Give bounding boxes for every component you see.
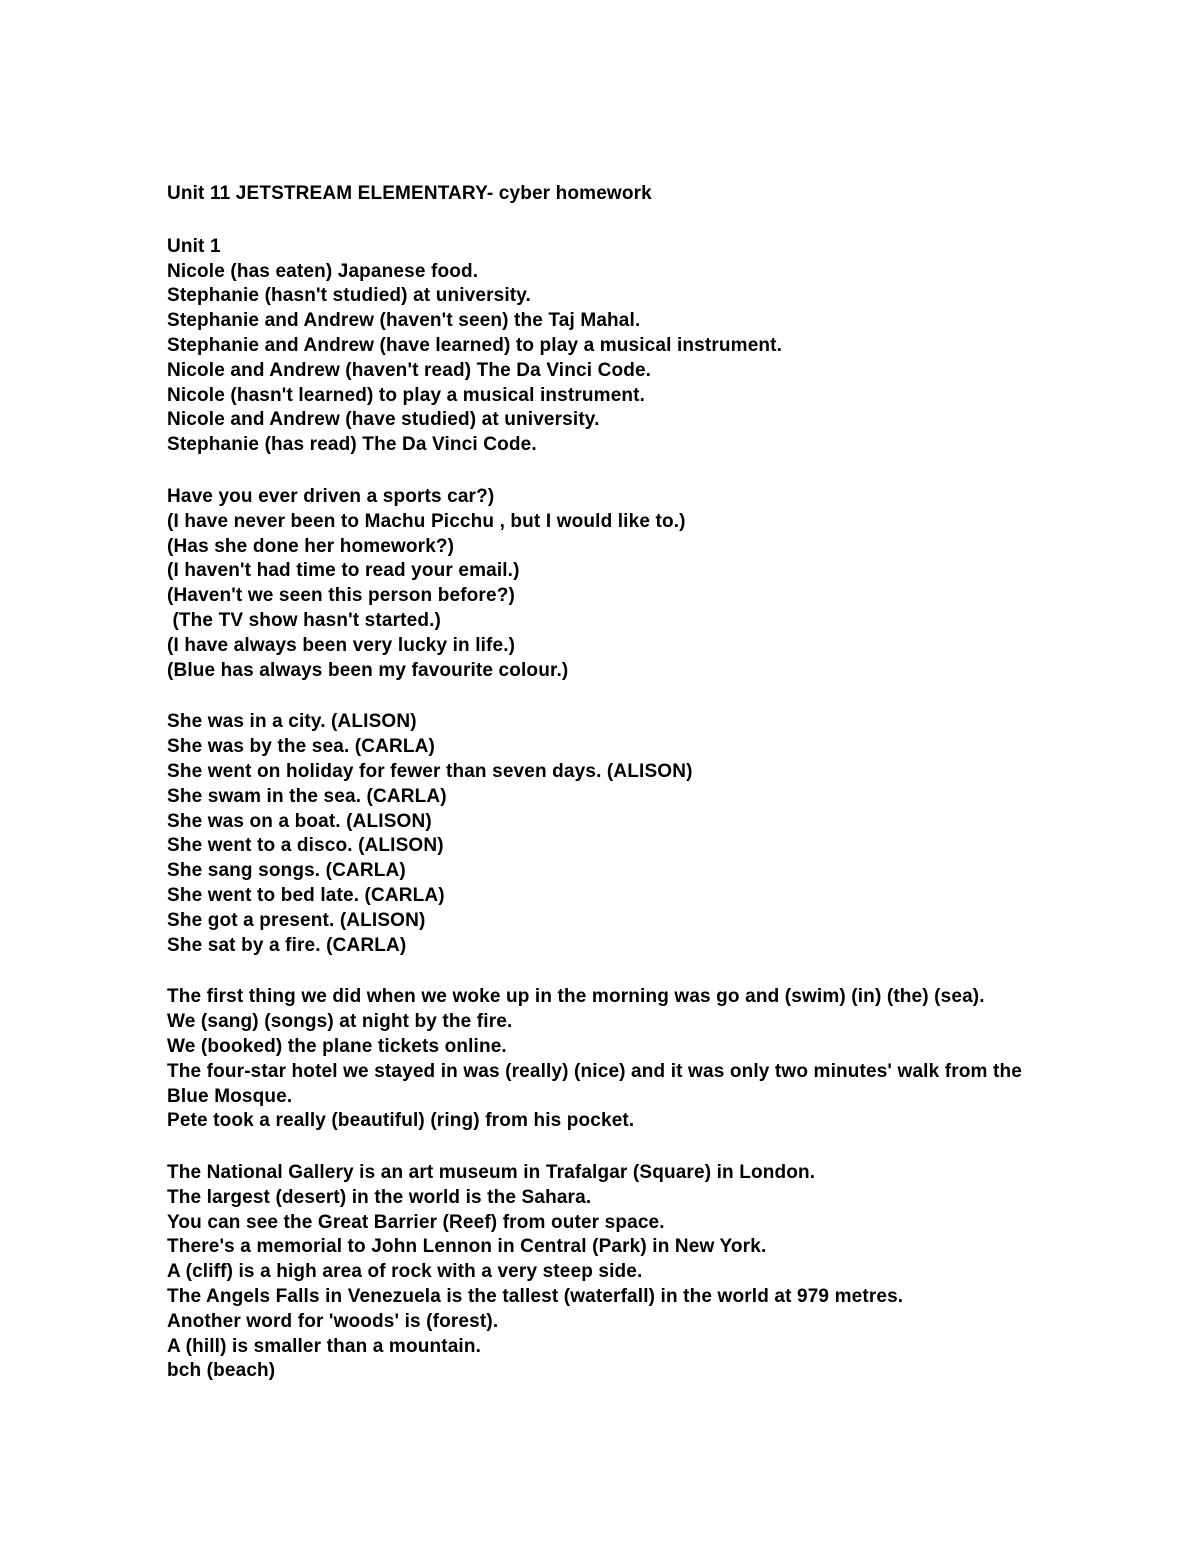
answer-section [167,235,1047,458]
answer-line: We (booked) the plane tickets online. [167,1035,507,1057]
answer-line: (I have always been very lucky in life.) [167,634,516,656]
answer-line: There's a memorial to John Lennon in Central (Park) in New York. [167,1236,767,1258]
answer-line: The largest (desert) in the world is the Sahara. [167,1186,592,1208]
answer-line: (The TV show hasn't started.) [167,609,441,631]
answer-line: The Angels Falls in Venezuela is the tallest (waterfall) in the world at 979 metres. [167,1286,904,1308]
answer-line: (I have never been to Machu Picchu , but I would like to.) [167,510,686,532]
answer-line: The four-star hotel we stayed in was (really) (nice) and it was only two minutes' walk from the Blue Mosque. [167,1060,1028,1107]
answer-section [167,985,1047,1134]
answer-line: She was on a boat. (ALISON) [167,810,432,832]
answer-line: (I haven't had time to read your email.) [167,560,520,582]
answer-line: She was in a city. (ALISON) [167,711,417,733]
answer-line: Another word for 'woods' is (forest). [167,1310,499,1332]
answer-section [167,1161,1047,1384]
answer-line: She went on holiday for fewer than seven days. (ALISON) [167,760,693,782]
answer-line: Pete took a really (beautiful) (ring) from his pocket. [167,1110,635,1132]
answer-line: Have you ever driven a sports car?) [167,485,495,507]
answer-line: Nicole (has eaten) Japanese food. [167,260,479,282]
answer-line: She sang songs. (CARLA) [167,860,406,882]
answer-line: A (hill) is smaller than a mountain. [167,1335,482,1357]
answer-line: She was by the sea. (CARLA) [167,736,435,758]
answer-line: Nicole and Andrew (haven't read) The Da Vinci Code. [167,359,652,381]
document-body [167,235,1047,1384]
answer-line: (Blue has always been my favourite colour.) [167,659,569,681]
answer-line: (Has she done her homework?) [167,535,455,557]
answer-line: She sat by a fire. (CARLA) [167,934,407,956]
answer-line: She went to a disco. (ALISON) [167,835,444,857]
answer-line: Stephanie (hasn't studied) at university. [167,285,531,307]
answer-line: Stephanie and Andrew (haven't seen) the Taj Mahal. [167,310,641,332]
answer-line: Nicole and Andrew (have studied) at university. [167,409,600,431]
answer-line: (Haven't we seen this person before?) [167,585,515,607]
answer-line: She got a present. (ALISON) [167,909,426,931]
document-title: Unit 11 JETSTREAM ELEMENTARY- cyber homework [167,183,652,204]
answer-line: Nicole (hasn't learned) to play a musical instrument. [167,384,646,406]
answer-line: The National Gallery is an art museum in Trafalgar (Square) in London. [167,1162,816,1184]
answer-line: Stephanie and Andrew (have learned) to play a musical instrument. [167,334,783,356]
answer-line: Unit 1 [167,235,221,257]
answer-line: We (sang) (songs) at night by the fire. [167,1011,513,1033]
answer-line: A (cliff) is a high area of rock with a very steep side. [167,1261,643,1283]
answer-line: She swam in the sea. (CARLA) [167,785,447,807]
answer-section [167,485,1047,683]
document-page [167,182,1047,1384]
answer-line: You can see the Great Barrier (Reef) from outer space. [167,1211,665,1233]
answer-section [167,710,1047,958]
answer-line: The first thing we did when we woke up in the morning was go and (swim) (in) (the) (sea). [167,986,985,1008]
answer-line: bch (beach) [167,1360,276,1382]
answer-line: Stephanie (has read) The Da Vinci Code. [167,434,537,456]
answer-line: She went to bed late. (CARLA) [167,884,445,906]
